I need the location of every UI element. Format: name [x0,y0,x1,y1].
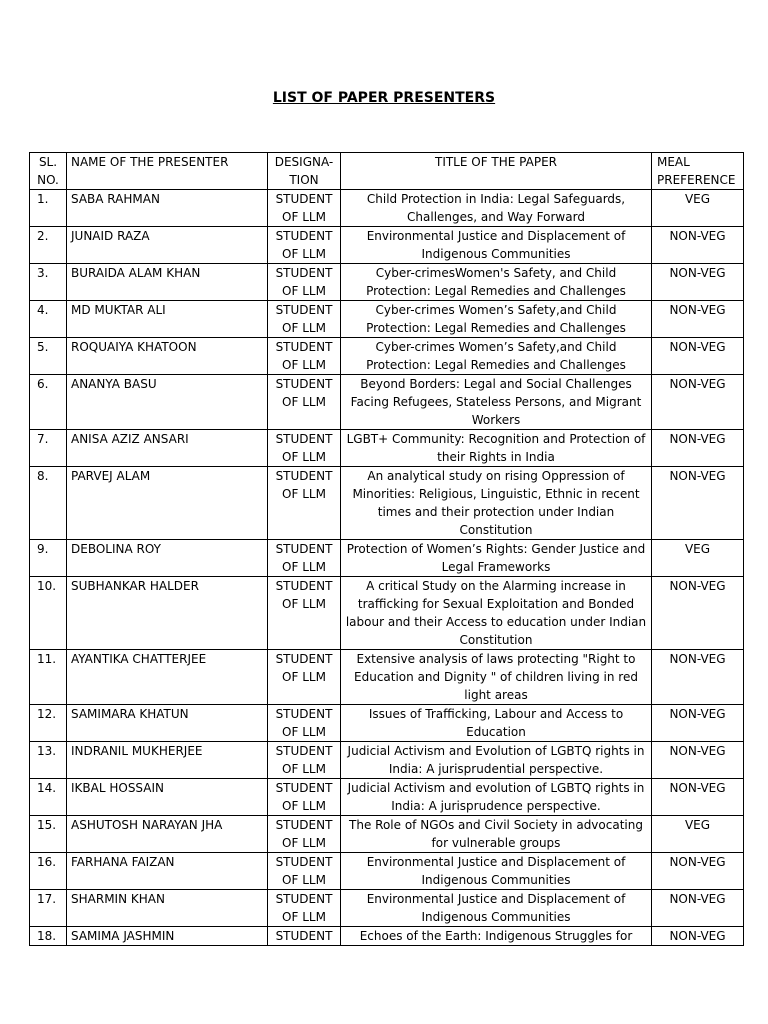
cell-meal-preference: NON-VEG [652,227,744,264]
cell-paper-title: An analytical study on rising Oppression of Minorities: Religious, Linguistic, Ethnic in recent times and their protection under Indian Constitution [341,467,652,540]
table-row [30,927,744,946]
cell-paper-title: Judicial Activism and Evolution of LGBTQ rights in India: A jurisprudential perspective. [341,742,652,779]
cell-sl-no: 15. [30,816,67,853]
cell-paper-title: LGBT+ Community: Recognition and Protection of their Rights in India [341,430,652,467]
page-title: LIST OF PAPER PRESENTERS [272,90,496,106]
cell-meal-preference: VEG [652,816,744,853]
cell-meal-preference: VEG [652,190,744,227]
cell-paper-title: Issues of Trafficking, Labour and Access to Education [341,705,652,742]
cell-name: ANANYA BASU [67,375,268,430]
cell-meal-preference: NON-VEG [652,742,744,779]
table-row [30,467,744,540]
table-row [30,430,744,467]
table-row [30,264,744,301]
table-row [30,227,744,264]
cell-designation: STUDENT OF LLM [268,650,341,705]
cell-meal-preference: NON-VEG [652,301,744,338]
cell-paper-title: Cyber-crimesWomen's Safety, and Child Protection: Legal Remedies and Challenges [341,264,652,301]
cell-sl-no: 10. [30,577,67,650]
cell-sl-no: 16. [30,853,67,890]
cell-name: INDRANIL MUKHERJEE [67,742,268,779]
cell-name: IKBAL HOSSAIN [67,779,268,816]
cell-designation: STUDENT OF LLM [268,779,341,816]
cell-name: BURAIDA ALAM KHAN [67,264,268,301]
cell-name: SHARMIN KHAN [67,890,268,927]
table-row [30,338,744,375]
cell-designation: STUDENT OF LLM [268,705,341,742]
table-row [30,190,744,227]
cell-sl-no: 11. [30,650,67,705]
cell-name: SABA RAHMAN [67,190,268,227]
cell-paper-title: Extensive analysis of laws protecting "Right to Education and Dignity " of children living in red light areas [341,650,652,705]
cell-paper-title: Judicial Activism and evolution of LGBTQ rights in India: A jurisprudence perspective. [341,779,652,816]
cell-sl-no: 4. [30,301,67,338]
table-row [30,853,744,890]
cell-sl-no: 17. [30,890,67,927]
cell-meal-preference: NON-VEG [652,467,744,540]
table-row [30,301,744,338]
cell-designation: STUDENT OF LLM [268,301,341,338]
cell-meal-preference: NON-VEG [652,705,744,742]
cell-paper-title: Cyber-crimes Women’s Safety,and Child Protection: Legal Remedies and Challenges [341,301,652,338]
cell-paper-title: Environmental Justice and Displacement of Indigenous Communities [341,227,652,264]
cell-paper-title: A critical Study on the Alarming increase in trafficking for Sexual Exploitation and Bonded labour and their Access to education under Indian Constitution [341,577,652,650]
header-sl-no: SL. NO. [30,153,67,190]
cell-meal-preference: NON-VEG [652,375,744,430]
cell-paper-title: Echoes of the Earth: Indigenous Struggles for [341,927,652,946]
header-title: TITLE OF THE PAPER [341,153,652,190]
cell-sl-no: 12. [30,705,67,742]
table-row [30,540,744,577]
cell-designation: STUDENT OF LLM [268,338,341,375]
cell-name: ASHUTOSH NARAYAN JHA [67,816,268,853]
cell-name: ANISA AZIZ ANSARI [67,430,268,467]
table-row [30,650,744,705]
table-row [30,375,744,430]
cell-meal-preference: NON-VEG [652,577,744,650]
cell-meal-preference: NON-VEG [652,890,744,927]
cell-sl-no: 7. [30,430,67,467]
cell-name: FARHANA FAIZAN [67,853,268,890]
table-row [30,816,744,853]
cell-sl-no: 8. [30,467,67,540]
table-row [30,577,744,650]
cell-meal-preference: NON-VEG [652,430,744,467]
cell-paper-title: Protection of Women’s Rights: Gender Justice and Legal Frameworks [341,540,652,577]
cell-sl-no: 18. [30,927,67,946]
cell-sl-no: 2. [30,227,67,264]
cell-sl-no: 13. [30,742,67,779]
cell-paper-title: Child Protection in India: Legal Safeguards, Challenges, and Way Forward [341,190,652,227]
cell-sl-no: 6. [30,375,67,430]
cell-sl-no: 5. [30,338,67,375]
cell-name: AYANTIKA CHATTERJEE [67,650,268,705]
cell-sl-no: 14. [30,779,67,816]
cell-meal-preference: NON-VEG [652,650,744,705]
cell-name: SAMIMA JASHMIN [67,927,268,946]
cell-meal-preference: NON-VEG [652,338,744,375]
cell-designation: STUDENT OF LLM [268,264,341,301]
cell-name: SUBHANKAR HALDER [67,577,268,650]
cell-designation: STUDENT [268,927,341,946]
cell-designation: STUDENT OF LLM [268,890,341,927]
cell-designation: STUDENT OF LLM [268,540,341,577]
cell-designation: STUDENT OF LLM [268,190,341,227]
cell-name: SAMIMARA KHATUN [67,705,268,742]
cell-paper-title: Cyber-crimes Women’s Safety,and Child Protection: Legal Remedies and Challenges [341,338,652,375]
cell-meal-preference: NON-VEG [652,264,744,301]
cell-sl-no: 3. [30,264,67,301]
cell-meal-preference: VEG [652,540,744,577]
table-row [30,705,744,742]
table-row [30,890,744,927]
table-row [30,742,744,779]
cell-paper-title: Environmental Justice and Displacement of Indigenous Communities [341,890,652,927]
header-name: NAME OF THE PRESENTER [67,153,268,190]
cell-designation: STUDENT OF LLM [268,430,341,467]
cell-designation: STUDENT OF LLM [268,467,341,540]
cell-designation: STUDENT OF LLM [268,742,341,779]
cell-designation: STUDENT OF LLM [268,816,341,853]
cell-name: DEBOLINA ROY [67,540,268,577]
table-header-row [30,153,744,190]
cell-designation: STUDENT OF LLM [268,577,341,650]
presenters-table [29,152,744,946]
cell-meal-preference: NON-VEG [652,927,744,946]
cell-paper-title: The Role of NGOs and Civil Society in advocating for vulnerable groups [341,816,652,853]
cell-designation: STUDENT OF LLM [268,853,341,890]
cell-name: JUNAID RAZA [67,227,268,264]
table-row [30,779,744,816]
cell-sl-no: 1. [30,190,67,227]
cell-name: MD MUKTAR ALI [67,301,268,338]
cell-name: ROQUAIYA KHATOON [67,338,268,375]
cell-paper-title: Environmental Justice and Displacement of Indigenous Communities [341,853,652,890]
cell-meal-preference: NON-VEG [652,779,744,816]
cell-designation: STUDENT OF LLM [268,227,341,264]
cell-name: PARVEJ ALAM [67,467,268,540]
header-designation: DESIGNA-TION [268,153,341,190]
cell-paper-title: Beyond Borders: Legal and Social Challenges Facing Refugees, Stateless Persons, and Migrant Workers [341,375,652,430]
header-meal: MEAL PREFERENCE [652,153,744,190]
cell-sl-no: 9. [30,540,67,577]
cell-designation: STUDENT OF LLM [268,375,341,430]
cell-meal-preference: NON-VEG [652,853,744,890]
